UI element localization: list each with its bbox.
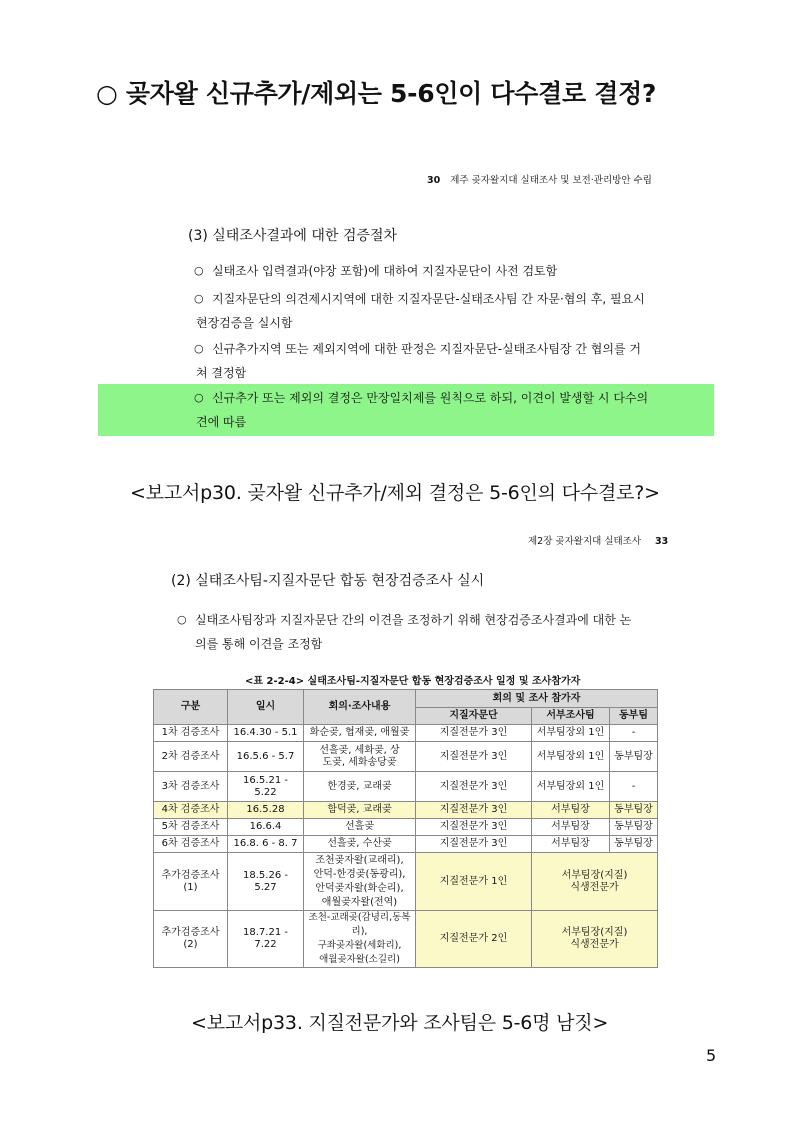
- header-west: 서부조사팀: [532, 708, 610, 725]
- cell-line: 애월곶자왈(소길리): [319, 954, 400, 965]
- cell-date: 16.4.30 - 5.1: [228, 725, 304, 742]
- excerpt1-page-number: 30: [427, 175, 441, 186]
- cell-content: 선흘곶, 수산곶: [304, 836, 416, 853]
- cell-line: 조천-교래곶(감녕리,동복리),: [308, 912, 411, 937]
- cell-date: [228, 853, 304, 911]
- header-content: 회의·조사내용: [304, 690, 416, 725]
- cell-date: [228, 911, 304, 968]
- cell-date-text: 16.5.21 - 5.22: [243, 774, 288, 798]
- bullet-line: 지질자문단의 의견제시지역에 대한 지질자문단-실태조사팀 간 자문·협의 후, 필요시: [212, 292, 645, 306]
- cell-line: 식생전문가: [570, 939, 619, 950]
- excerpt2-page-number: 33: [655, 536, 669, 547]
- excerpt1-section-title: (3) 실태조사결과에 대한 검증절차: [188, 228, 397, 244]
- cell-category: 1차 검증조사: [154, 725, 228, 742]
- cell-category: 2차 검증조사: [154, 742, 228, 772]
- bullet-line: 실태조사팀장과 지질자문단 간의 이견을 조정하기 위해 현장검증조사결과에 대한 논: [195, 613, 632, 627]
- bullet-line: 견에 따름: [196, 415, 247, 429]
- excerpt1-caption: <보고서p30. 곶자왈 신규추가/제외 결정은 5-6인의 다수결로?>: [130, 482, 660, 504]
- cell-line: (2): [183, 939, 198, 950]
- cell-content: 선흘곶: [304, 819, 416, 836]
- header-east: 동부팀: [610, 708, 658, 725]
- cell-east: -: [610, 772, 658, 802]
- bullet-marker: ○: [194, 391, 204, 404]
- bullet-line: 의를 통해 이견을 조정함: [195, 637, 323, 651]
- cell-east: 동부팀장: [610, 802, 658, 819]
- excerpt2-caption: <보고서p33. 지질전문가와 조사팀은 5-6명 남짓>: [191, 1012, 609, 1034]
- cell-content: [304, 911, 416, 968]
- cell-line: 5.27: [254, 881, 277, 893]
- cell-category: 6차 검증조사: [154, 836, 228, 853]
- page-number: 5: [706, 1046, 717, 1065]
- excerpt1-bullet-3: [194, 337, 641, 385]
- excerpt1-bullet-1: [194, 259, 558, 283]
- cell-content: 화순곶, 협재곶, 애월곶: [304, 725, 416, 742]
- excerpt1-bullet-2: [194, 287, 645, 335]
- cell-west: 서부팀장외 1인: [532, 772, 610, 802]
- cell-date: 16.6.4: [228, 819, 304, 836]
- excerpt2-section-title: (2) 실태조사팀-지질자문단 합동 현장검증조사 실시: [171, 573, 485, 589]
- cell-geology: 지질전문가 3인: [416, 802, 532, 819]
- cell-west: 서부팀장외 1인: [532, 725, 610, 742]
- cell-category: 3차 검증조사: [154, 772, 228, 802]
- cell-geology: 지질전문가 2인: [416, 911, 532, 968]
- cell-west: 서부팀장: [532, 802, 610, 819]
- cell-line: 18.7.21 -: [243, 927, 288, 938]
- excerpt2-page-title: 제2장 곶자왈지대 실태조사: [528, 536, 642, 547]
- bullet-marker: ○: [177, 613, 187, 626]
- cell-content-text: 선흘곶, 세화곶, 상도곶, 세화송당곶: [319, 744, 400, 768]
- cell-west: 서부팀장: [532, 819, 610, 836]
- cell-line: 안덕곶자왈(화순리),: [315, 882, 404, 894]
- cell-geology: 지질전문가 3인: [416, 725, 532, 742]
- cell-east: 동부팀장: [610, 836, 658, 853]
- bullet-marker: ○: [194, 264, 204, 277]
- cell-west: 서부팀장외 1인: [532, 742, 610, 772]
- cell-geology: 지질전문가 3인: [416, 742, 532, 772]
- cell-geology: 지질전문가 3인: [416, 819, 532, 836]
- bullet-line: 현장검증을 실시함: [196, 316, 293, 330]
- excerpt1-page-title: 제주 곶자왈지대 실태조사 및 보전·관리방안 수립: [450, 175, 652, 186]
- table-row: [154, 819, 658, 836]
- table-row: [154, 772, 658, 802]
- cell-category: 4차 검증조사: [154, 802, 228, 819]
- cell-category: 5차 검증조사: [154, 819, 228, 836]
- cell-east: 동부팀장: [610, 819, 658, 836]
- cell-line: 안덕-한경곶(동광리),: [313, 868, 406, 880]
- cell-west: 서부팀장: [532, 836, 610, 853]
- header-category: 구분: [154, 690, 228, 725]
- cell-content: 함덕곶, 교래곶: [304, 802, 416, 819]
- header-geology: 지질자문단: [416, 708, 532, 725]
- bullet-line: 쳐 결정함: [196, 366, 247, 380]
- bullet-line: 실태조사 입력결과(야장 포함)에 대하여 지질자문단이 사전 검토함: [212, 264, 558, 278]
- excerpt1-page-header: [427, 172, 652, 186]
- cell-content: [304, 742, 416, 772]
- cell-category: [154, 853, 228, 911]
- table-header-row: [154, 690, 658, 708]
- cell-geology: 지질전문가 1인: [416, 853, 532, 911]
- excerpt2-page-header: [528, 533, 668, 547]
- cell-date: 16.5.28: [228, 802, 304, 819]
- cell-staff: [532, 853, 658, 911]
- cell-geology: 지질전문가 3인: [416, 772, 532, 802]
- bullet-line: 신규추가 또는 제외의 결정은 만장일치제를 원칙으로 하되, 이견이 발생할 시 다수의: [212, 391, 649, 405]
- cell-line: 추가검증조사: [161, 927, 220, 938]
- bullet-marker: ○: [194, 342, 204, 355]
- bullet-line: 신규추가지역 또는 제외지역에 대한 판정은 지질자문단-실태조사팀장 간 협의를 거: [212, 342, 641, 356]
- table-row: [154, 742, 658, 772]
- table-row-additional: [154, 911, 658, 968]
- cell-content: [304, 853, 416, 911]
- header-participants: 회의 및 조사 참가자: [416, 690, 658, 708]
- cell-line: 애월곶자왈(전역): [321, 896, 398, 908]
- cell-line: 추가검증조사: [161, 869, 220, 881]
- survey-table: [153, 689, 658, 968]
- cell-line: 조천곶자왈(교래리),: [315, 854, 404, 866]
- cell-east: 동부팀장: [610, 742, 658, 772]
- cell-east: -: [610, 725, 658, 742]
- excerpt1-bullet-4: [194, 386, 649, 434]
- cell-line: (1): [183, 881, 198, 893]
- cell-line: 서부팀장(지질): [561, 927, 628, 938]
- table-row: [154, 802, 658, 819]
- cell-line: 구좌곶자왈(세화리),: [317, 940, 402, 951]
- cell-content: 한경곶, 교래곶: [304, 772, 416, 802]
- excerpt2-bullet: [177, 608, 632, 656]
- cell-line: 식생전문가: [570, 881, 619, 893]
- cell-line: 서부팀장(지질): [561, 869, 628, 881]
- main-heading: ○ 곶자왈 신규추가/제외는 5-6인이 다수결로 결정?: [96, 79, 657, 108]
- cell-category: [154, 911, 228, 968]
- cell-line: 18.5.26 -: [243, 869, 288, 881]
- cell-line: 7.22: [254, 939, 277, 950]
- table-row-additional: [154, 853, 658, 911]
- table-title: <표 2-2-4> 실태조사팀-지질자문단 합동 현장검증조사 일정 및 조사참가자: [245, 676, 581, 687]
- cell-date: 16.8. 6 - 8. 7: [228, 836, 304, 853]
- header-date: 일시: [228, 690, 304, 725]
- cell-date: 16.5.6 - 5.7: [228, 742, 304, 772]
- bullet-marker: ○: [194, 292, 204, 305]
- cell-geology: 지질전문가 3인: [416, 836, 532, 853]
- cell-date: [228, 772, 304, 802]
- cell-staff: [532, 911, 658, 968]
- table-row: [154, 836, 658, 853]
- table-row: [154, 725, 658, 742]
